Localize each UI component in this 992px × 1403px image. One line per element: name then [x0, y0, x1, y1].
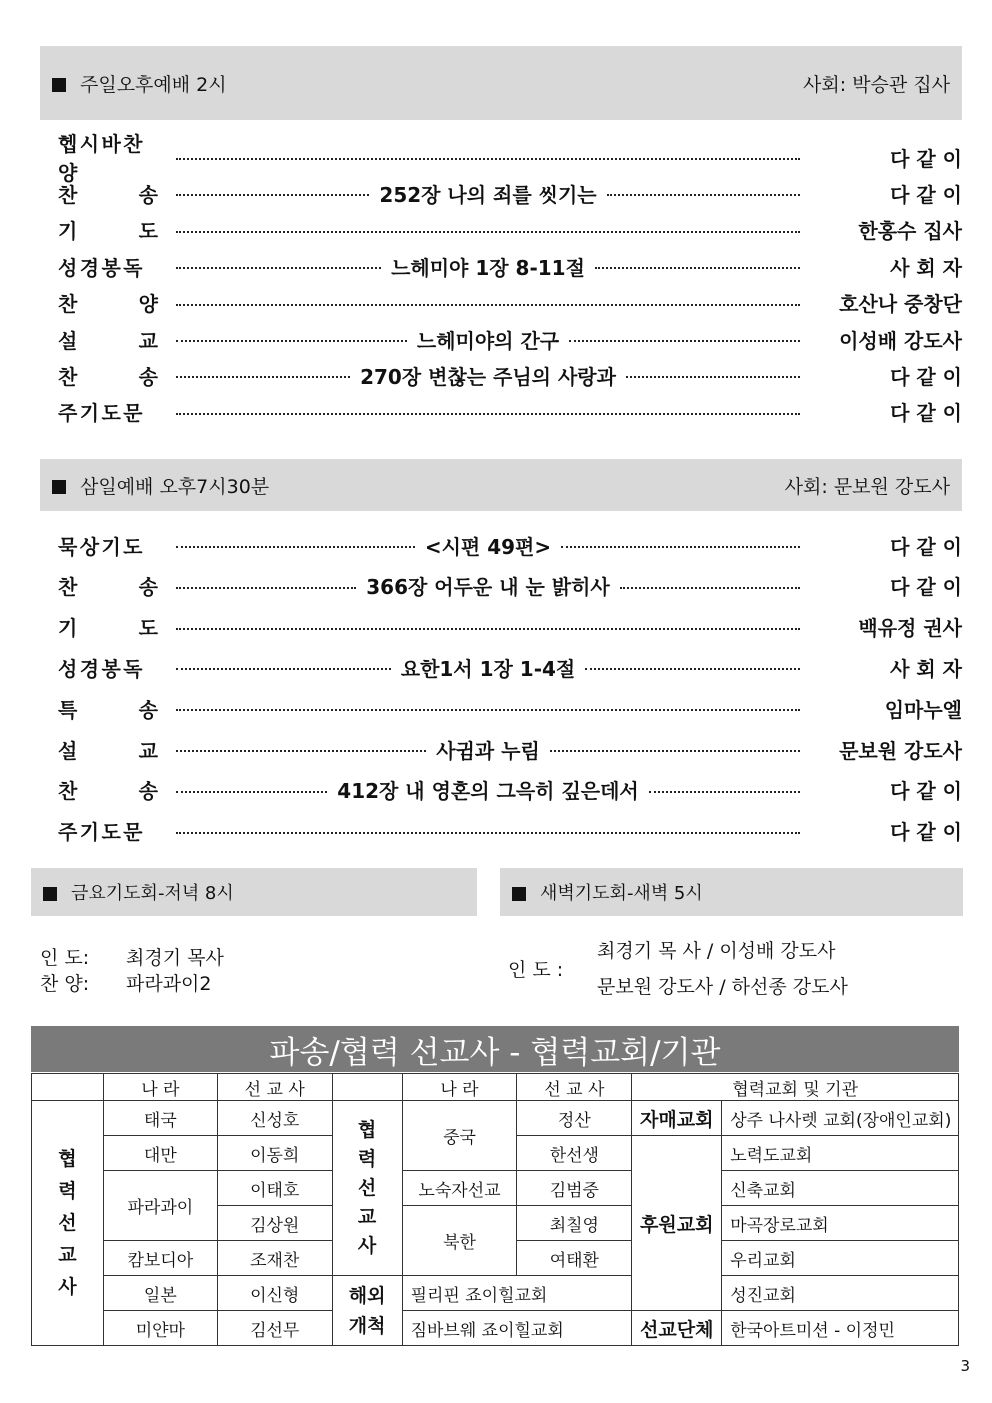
item-content: 412장 내 영혼의 그윽히 깊은데서 [337, 779, 639, 804]
header-country: 나 라 [103, 1074, 217, 1101]
dot-leader [569, 340, 800, 342]
item-label [58, 735, 158, 764]
item-label [58, 775, 158, 804]
item-leader: 백유정 권사 [858, 616, 962, 641]
item-leader: 임마누엘 [884, 697, 962, 722]
dot-leader [176, 750, 426, 752]
support-church: 신축교회 [722, 1171, 959, 1206]
order-row [58, 178, 962, 208]
label-char: 교 [138, 328, 158, 353]
item-label: 헵시바찬양 [58, 132, 145, 185]
label-char: 송 [138, 779, 158, 804]
item-content: 사귐과 누림 [436, 738, 540, 763]
label-char: 찬 [58, 364, 78, 389]
dot-leader [176, 194, 369, 196]
item-label [58, 361, 158, 390]
dawn-lead-2: 문보원 강도사 / 하선종 강도사 [597, 976, 848, 998]
dot-leader [176, 158, 800, 160]
order-row [58, 251, 962, 281]
item-content: 느헤미야 1장 8-11절 [391, 255, 585, 280]
missionary-cell: 여태환 [517, 1241, 632, 1276]
order-row [58, 360, 962, 390]
item-leader: 문보원 강도사 [839, 738, 962, 763]
item-leader: 호산나 중창단 [839, 292, 962, 317]
item-content: 요한1서 1장 1-4절 [400, 656, 576, 681]
label-char: 도 [138, 616, 158, 641]
item-leader: 다 같 이 [890, 146, 962, 171]
page-number: 3 [960, 1357, 970, 1375]
item-content: <시편 49편> [424, 534, 552, 559]
order-row [58, 816, 962, 846]
support-church: 노력도교회 [722, 1136, 959, 1171]
dot-leader [585, 668, 800, 670]
square-bullet-icon [52, 78, 66, 92]
label-char: 찬 [58, 292, 78, 317]
square-bullet-icon [43, 887, 57, 901]
left-group-label: 협 력 선 교 사 [32, 1101, 104, 1346]
section-header-wednesday: 삼일예배 오후7시30분 사회: 문보원 강도사 [40, 459, 962, 511]
label-char: 기 [58, 616, 78, 641]
item-label: 성경봉독 [58, 656, 145, 681]
item-label: 묵상기도 [58, 534, 145, 559]
label-char: 송 [138, 697, 158, 722]
item-label [58, 571, 158, 600]
label-char: 송 [138, 364, 158, 389]
item-leader: 다 같 이 [890, 364, 962, 389]
order-row [58, 530, 962, 560]
section-header-friday: 금요기도회-저녁 8시 [31, 868, 477, 916]
label-char: 설 [58, 738, 78, 763]
dot-leader [176, 231, 800, 233]
missionary-cell: 신성호 [217, 1101, 332, 1136]
label-char: 기 [58, 219, 78, 244]
dot-leader [176, 587, 356, 589]
order-row [58, 734, 962, 764]
order-row [58, 288, 962, 318]
country-cell: 노숙자선교 [402, 1171, 517, 1206]
header-missionary: 선 교 사 [217, 1074, 332, 1101]
label-char: 특 [58, 697, 78, 722]
mission-title: 파송/협력 선교사 - 협력교회/기관 [31, 1026, 959, 1072]
dawn-lead-label: 인 도 : [508, 959, 564, 981]
support-church: 마곡장로교회 [722, 1206, 959, 1241]
dot-leader [561, 546, 800, 548]
mission-table [31, 1073, 959, 1346]
order-row [58, 215, 962, 245]
item-leader: 다 같 이 [890, 182, 962, 207]
item-label [58, 325, 158, 354]
item-label [58, 288, 158, 317]
item-label [58, 612, 158, 641]
order-row [58, 397, 962, 427]
item-leader: 사 회 자 [890, 255, 962, 280]
item-label: 주기도문 [58, 401, 145, 426]
country-cell: 태국 [103, 1101, 217, 1136]
label-char: 송 [138, 182, 158, 207]
item-leader: 다 같 이 [890, 401, 962, 426]
dot-leader [176, 376, 350, 378]
overseas-label: 해외 개척 [332, 1276, 402, 1346]
dot-leader [176, 340, 407, 342]
support-label: 후원교회 [632, 1136, 722, 1311]
square-bullet-icon [52, 480, 66, 494]
org-label: 선교단체 [632, 1311, 722, 1346]
dot-leader [550, 750, 800, 752]
dot-leader [607, 194, 800, 196]
header-country: 나 라 [402, 1074, 517, 1101]
dot-leader [620, 587, 800, 589]
item-content: 270장 변찮는 주님의 사랑과 [360, 364, 616, 389]
dot-leader [176, 546, 415, 548]
dot-leader [176, 628, 800, 630]
dot-leader [176, 413, 800, 415]
item-content: 느헤미야의 간구 [416, 328, 560, 353]
mission-org: 한국아트미션 - 이정민 [722, 1311, 959, 1346]
dot-leader [176, 832, 800, 834]
header-partner: 협력교회 및 기관 [632, 1074, 959, 1101]
dot-leader [176, 791, 327, 793]
overseas-church: 짐바브웨 죠이힐교회 [402, 1311, 632, 1346]
label-char: 설 [58, 328, 78, 353]
item-leader: 다 같 이 [890, 779, 962, 804]
missionary-cell: 이동희 [217, 1136, 332, 1171]
overseas-church: 필리핀 죠이힐교회 [402, 1276, 632, 1311]
section-header-dawn: 새벽기도회-새벽 5시 [500, 868, 963, 916]
mid-group-label: 협 력 선 교 사 [332, 1101, 402, 1276]
label-char: 송 [138, 575, 158, 600]
country-cell: 북한 [402, 1206, 517, 1276]
item-content: 366장 어두운 내 눈 밝히사 [366, 575, 610, 600]
friday-praise-label: 찬 양: [40, 973, 90, 995]
item-label: 성경봉독 [58, 255, 145, 280]
item-leader: 다 같 이 [890, 575, 962, 600]
dot-leader [595, 267, 800, 269]
country-cell: 일본 [103, 1276, 217, 1311]
country-cell: 미얀마 [103, 1311, 217, 1346]
label-char: 찬 [58, 779, 78, 804]
sister-label: 자매교회 [632, 1101, 722, 1136]
item-content: 252장 나의 죄를 씻기는 [379, 182, 597, 207]
item-leader: 사 회 자 [890, 656, 962, 681]
dawn-lead-1: 최경기 목 사 / 이성배 강도사 [597, 940, 836, 962]
label-char: 도 [138, 219, 158, 244]
label-char: 양 [138, 292, 158, 317]
item-label [58, 694, 158, 723]
item-leader: 다 같 이 [890, 820, 962, 845]
order-row [58, 612, 962, 642]
label-char: 찬 [58, 575, 78, 600]
country-cell: 대만 [103, 1136, 217, 1171]
missionary-cell: 김선무 [217, 1311, 332, 1346]
item-label [58, 215, 158, 244]
order-row [58, 571, 962, 601]
country-cell: 캄보디아 [103, 1241, 217, 1276]
country-cell: 중국 [402, 1101, 517, 1171]
item-leader: 다 같 이 [890, 534, 962, 559]
item-label: 주기도문 [58, 820, 145, 845]
dot-leader [176, 267, 381, 269]
label-char: 교 [138, 738, 158, 763]
sister-church: 상주 나사렛 교회(장애인교회) [722, 1101, 959, 1136]
item-leader: 한홍수 집사 [858, 219, 962, 244]
support-church: 성진교회 [722, 1276, 959, 1311]
support-church: 우리교회 [722, 1241, 959, 1276]
missionary-cell: 최칠영 [517, 1206, 632, 1241]
order-row [58, 775, 962, 805]
friday-praise: 파라과이2 [126, 973, 212, 995]
dot-leader [176, 304, 800, 306]
section-header-sunday: 주일오후예배 2시 사회: 박승관 집사 [40, 46, 962, 120]
missionary-cell: 정산 [517, 1101, 632, 1136]
missionary-cell: 이태호 [217, 1171, 332, 1206]
missionary-cell: 한선생 [517, 1136, 632, 1171]
order-row [58, 652, 962, 682]
order-row [58, 693, 962, 723]
order-row [58, 324, 962, 354]
item-leader: 이성배 강도사 [839, 328, 962, 353]
label-char: 찬 [58, 182, 78, 207]
order-row [58, 132, 962, 185]
dot-leader [176, 668, 391, 670]
missionary-cell: 김범중 [517, 1171, 632, 1206]
missionary-cell: 조재찬 [217, 1241, 332, 1276]
friday-lead-label: 인 도: [40, 947, 90, 969]
header-missionary: 선 교 사 [517, 1074, 632, 1101]
country-cell: 파라과이 [103, 1171, 217, 1241]
host: 사회: 문보원 강도사 [784, 475, 950, 498]
dot-leader [626, 376, 800, 378]
missionary-cell: 이신형 [217, 1276, 332, 1311]
item-label [58, 179, 158, 208]
dot-leader [176, 709, 800, 711]
dot-leader [649, 791, 800, 793]
missionary-cell: 김상원 [217, 1206, 332, 1241]
square-bullet-icon [512, 887, 526, 901]
host: 사회: 박승관 집사 [803, 73, 950, 96]
friday-lead: 최경기 목사 [126, 947, 224, 969]
